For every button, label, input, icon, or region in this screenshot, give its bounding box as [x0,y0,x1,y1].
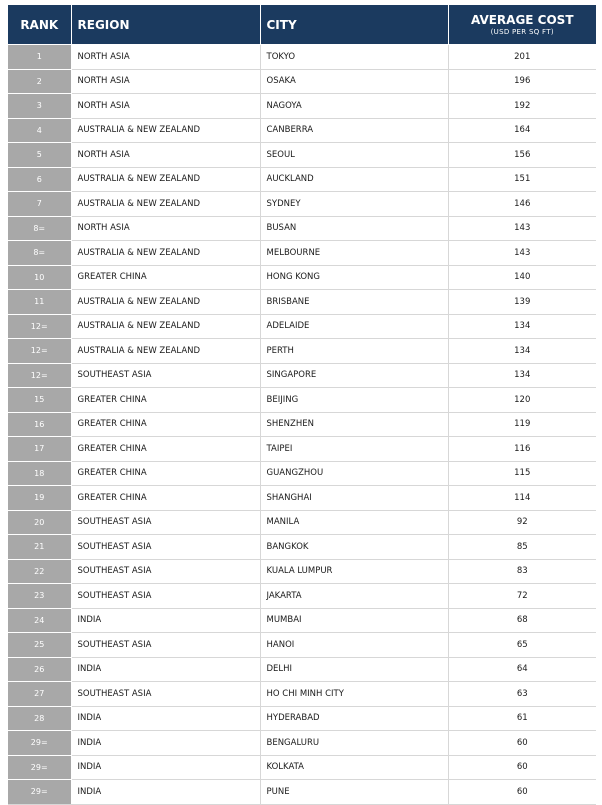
rank-cell: 19 [8,486,71,511]
region-cell: SOUTHEAST ASIA [71,510,260,535]
region-cell: NORTH ASIA [71,69,260,94]
rank-cell: 22 [8,559,71,584]
region-cell: GREATER CHINA [71,461,260,486]
header-rank: RANK [8,5,71,45]
table-row [8,412,596,437]
table-row [8,780,596,805]
cost-cell: 65 [448,633,596,658]
rank-cell: 7 [8,192,71,217]
cost-cell: 60 [448,731,596,756]
rank-cell: 26 [8,657,71,682]
city-cell: SYDNEY [260,192,448,217]
table-row [8,167,596,192]
table-row [8,118,596,143]
cost-cell: 156 [448,143,596,168]
rank-cell: 17 [8,437,71,462]
cost-cell: 140 [448,265,596,290]
cost-cell: 63 [448,682,596,707]
table-row [8,45,596,70]
rank-cell: 16 [8,412,71,437]
header-region: REGION [71,5,260,45]
city-cell: BRISBANE [260,290,448,315]
region-cell: INDIA [71,706,260,731]
city-cell: PUNE [260,780,448,805]
cost-cell: 120 [448,388,596,413]
table-row [8,143,596,168]
table-row [8,192,596,217]
region-cell: GREATER CHINA [71,486,260,511]
cost-cell: 201 [448,45,596,70]
cost-cell: 192 [448,94,596,119]
city-cell: SHANGHAI [260,486,448,511]
rank-cell: 29= [8,731,71,756]
region-cell: GREATER CHINA [71,388,260,413]
city-cell: HO CHI MINH CITY [260,682,448,707]
table-row [8,314,596,339]
city-cell: ADELAIDE [260,314,448,339]
rank-cell: 11 [8,290,71,315]
region-cell: INDIA [71,657,260,682]
region-cell: GREATER CHINA [71,265,260,290]
table-row [8,633,596,658]
rank-cell: 27 [8,682,71,707]
rank-cell: 12= [8,363,71,388]
city-cell: KUALA LUMPUR [260,559,448,584]
cost-cell: 119 [448,412,596,437]
city-cell: JAKARTA [260,584,448,609]
table-row [8,486,596,511]
rank-cell: 10 [8,265,71,290]
table-row [8,682,596,707]
city-cell: SHENZHEN [260,412,448,437]
table-row [8,559,596,584]
header-average-cost-label: AVERAGE COST [470,13,574,27]
cost-cell: 60 [448,780,596,805]
city-cell: DELHI [260,657,448,682]
city-cell: HYDERABAD [260,706,448,731]
region-cell: INDIA [71,755,260,780]
rank-cell: 4 [8,118,71,143]
rank-cell: 1 [8,45,71,70]
city-cell: SEOUL [260,143,448,168]
rank-cell: 18 [8,461,71,486]
region-cell: GREATER CHINA [71,412,260,437]
cost-cell: 164 [448,118,596,143]
region-cell: SOUTHEAST ASIA [71,682,260,707]
city-cell: BEIJING [260,388,448,413]
region-cell: AUSTRALIA & NEW ZEALAND [71,192,260,217]
city-cell: CANBERRA [260,118,448,143]
table-row [8,363,596,388]
cost-cell: 115 [448,461,596,486]
cost-cell: 92 [448,510,596,535]
rank-cell: 3 [8,94,71,119]
city-cell: BENGALURU [260,731,448,756]
cost-cell: 72 [448,584,596,609]
rank-cell: 20 [8,510,71,535]
rank-cell: 21 [8,535,71,560]
cost-cell: 196 [448,69,596,94]
region-cell: INDIA [71,608,260,633]
table-row [8,657,596,682]
cost-cell: 151 [448,167,596,192]
rank-cell: 29= [8,755,71,780]
rank-cell: 25 [8,633,71,658]
table-row [8,388,596,413]
table-row [8,535,596,560]
table-row [8,706,596,731]
cost-cell: 64 [448,657,596,682]
city-cell: BANGKOK [260,535,448,560]
table-row [8,755,596,780]
cost-ranking-table [8,5,596,805]
city-cell: OSAKA [260,69,448,94]
cost-cell: 114 [448,486,596,511]
table-row [8,339,596,364]
table-body [8,45,596,805]
region-cell: NORTH ASIA [71,216,260,241]
city-cell: MELBOURNE [260,241,448,266]
table-row [8,608,596,633]
cost-cell: 83 [448,559,596,584]
city-cell: KOLKATA [260,755,448,780]
region-cell: AUSTRALIA & NEW ZEALAND [71,290,260,315]
region-cell: NORTH ASIA [71,143,260,168]
cost-cell: 146 [448,192,596,217]
city-cell: SINGAPORE [260,363,448,388]
cost-cell: 134 [448,363,596,388]
city-cell: HANOI [260,633,448,658]
rank-cell: 23 [8,584,71,609]
table-row [8,216,596,241]
table-row [8,731,596,756]
region-cell: AUSTRALIA & NEW ZEALAND [71,314,260,339]
cost-cell: 143 [448,216,596,241]
region-cell: SOUTHEAST ASIA [71,363,260,388]
region-cell: SOUTHEAST ASIA [71,535,260,560]
city-cell: GUANGZHOU [260,461,448,486]
table-row [8,290,596,315]
region-cell: AUSTRALIA & NEW ZEALAND [71,167,260,192]
region-cell: SOUTHEAST ASIA [71,559,260,584]
region-cell: GREATER CHINA [71,437,260,462]
table-row [8,241,596,266]
table-row [8,461,596,486]
region-cell: INDIA [71,780,260,805]
region-cell: NORTH ASIA [71,94,260,119]
rank-cell: 8= [8,216,71,241]
city-cell: NAGOYA [260,94,448,119]
cost-cell: 60 [448,755,596,780]
cost-cell: 143 [448,241,596,266]
header-average-cost [448,5,596,45]
table-row [8,69,596,94]
region-cell: AUSTRALIA & NEW ZEALAND [71,241,260,266]
rank-cell: 2 [8,69,71,94]
cost-cell: 134 [448,339,596,364]
city-cell: MUMBAI [260,608,448,633]
city-cell: MANILA [260,510,448,535]
city-cell: PERTH [260,339,448,364]
rank-cell: 12= [8,339,71,364]
region-cell: INDIA [71,731,260,756]
city-cell: TAIPEI [260,437,448,462]
city-cell: BUSAN [260,216,448,241]
table-row [8,94,596,119]
region-cell: SOUTHEAST ASIA [71,633,260,658]
cost-cell: 134 [448,314,596,339]
rank-cell: 24 [8,608,71,633]
header-cost-unit: (USD PER SQ FT) [490,28,554,36]
region-cell: AUSTRALIA & NEW ZEALAND [71,339,260,364]
cost-cell: 116 [448,437,596,462]
region-cell: AUSTRALIA & NEW ZEALAND [71,118,260,143]
rank-cell: 6 [8,167,71,192]
city-cell: AUCKLAND [260,167,448,192]
region-cell: NORTH ASIA [71,45,260,70]
table-row [8,584,596,609]
rank-cell: 28 [8,706,71,731]
rank-cell: 8= [8,241,71,266]
rank-cell: 12= [8,314,71,339]
cost-table-container [8,5,596,805]
header-city: CITY [260,5,448,45]
table-row [8,510,596,535]
city-cell: HONG KONG [260,265,448,290]
table-row [8,437,596,462]
cost-cell: 139 [448,290,596,315]
region-cell: SOUTHEAST ASIA [71,584,260,609]
table-row [8,265,596,290]
table-header-row [8,5,596,45]
cost-cell: 85 [448,535,596,560]
rank-cell: 5 [8,143,71,168]
rank-cell: 29= [8,780,71,805]
rank-cell: 15 [8,388,71,413]
cost-cell: 68 [448,608,596,633]
city-cell: TOKYO [260,45,448,70]
cost-cell: 61 [448,706,596,731]
